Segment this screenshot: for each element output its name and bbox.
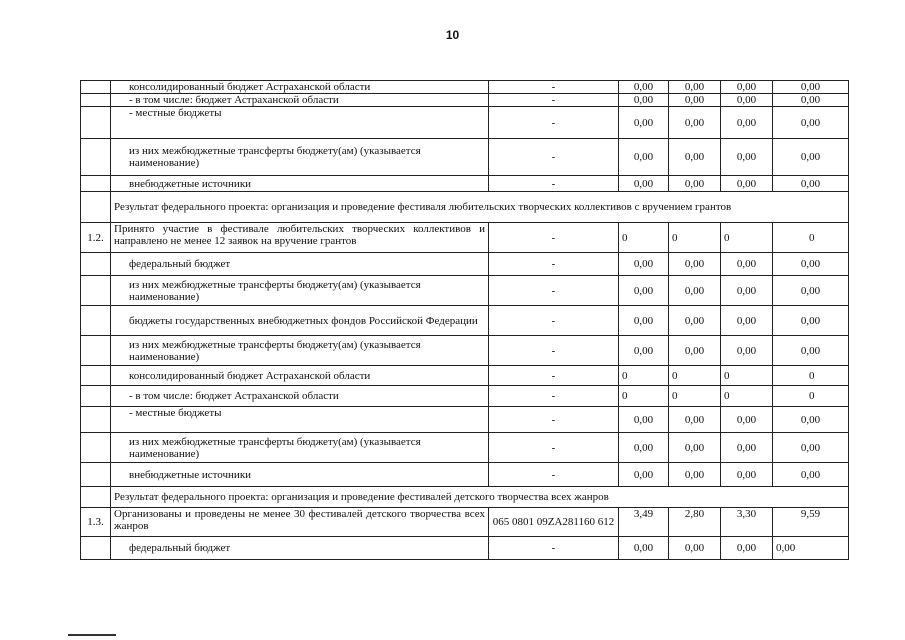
row-name: - в том числе: бюджет Астраханской области bbox=[111, 94, 489, 107]
value-year-2: 0,00 bbox=[669, 336, 721, 366]
row-code: - bbox=[489, 407, 619, 433]
table-row bbox=[81, 253, 849, 276]
value-year-3: 0,00 bbox=[721, 253, 773, 276]
value-total: 0,00 bbox=[773, 253, 849, 276]
row-code: - bbox=[489, 94, 619, 107]
row-code: - bbox=[489, 176, 619, 192]
table-row bbox=[81, 463, 849, 487]
row-code: - bbox=[489, 139, 619, 176]
value-total: 0,00 bbox=[773, 537, 849, 560]
value-year-3: 0,00 bbox=[721, 276, 773, 306]
value-total: 0,00 bbox=[773, 433, 849, 463]
row-code: 065 0801 09ZA281160 612 bbox=[489, 508, 619, 537]
value-year-3: 0,00 bbox=[721, 407, 773, 433]
value-year-3: 0,00 bbox=[721, 94, 773, 107]
value-year-2: 0 bbox=[669, 386, 721, 407]
row-name: федеральный бюджет bbox=[111, 253, 489, 276]
value-total: 0,00 bbox=[773, 176, 849, 192]
table-row bbox=[81, 107, 849, 139]
row-code: - bbox=[489, 253, 619, 276]
table-row bbox=[81, 139, 849, 176]
row-name: федеральный бюджет bbox=[111, 537, 489, 560]
row-name: консолидированный бюджет Астраханской области bbox=[111, 366, 489, 386]
value-year-1: 0,00 bbox=[619, 463, 669, 487]
row-name: внебюджетные источники bbox=[111, 463, 489, 487]
row-number bbox=[81, 537, 111, 560]
value-year-1: 0,00 bbox=[619, 336, 669, 366]
row-number bbox=[81, 487, 111, 508]
row-name: из них межбюджетные трансферты бюджету(ам) (указывается наименование) bbox=[111, 433, 489, 463]
table-row bbox=[81, 306, 849, 336]
value-year-3: 0,00 bbox=[721, 336, 773, 366]
value-year-1: 0,00 bbox=[619, 537, 669, 560]
project-result-text: Результат федерального проекта: организация и проведение фестивалей детского творчества всех жанров bbox=[111, 487, 849, 508]
table-row bbox=[81, 276, 849, 306]
value-year-1: 0,00 bbox=[619, 107, 669, 139]
table-row bbox=[81, 508, 849, 537]
row-number bbox=[81, 433, 111, 463]
value-total: 9,59 bbox=[773, 508, 849, 537]
value-year-3: 0 bbox=[721, 366, 773, 386]
row-number: 1.3. bbox=[81, 508, 111, 537]
value-year-3: 0 bbox=[721, 223, 773, 253]
table-row bbox=[81, 366, 849, 386]
row-code: - bbox=[489, 276, 619, 306]
row-number bbox=[81, 306, 111, 336]
value-year-1: 0,00 bbox=[619, 81, 669, 94]
table-row bbox=[81, 537, 849, 560]
row-number bbox=[81, 176, 111, 192]
value-total: 0,00 bbox=[773, 94, 849, 107]
value-year-2: 0,00 bbox=[669, 407, 721, 433]
value-year-2: 0,00 bbox=[669, 537, 721, 560]
value-year-3: 0,00 bbox=[721, 463, 773, 487]
row-code: - bbox=[489, 366, 619, 386]
value-total: 0,00 bbox=[773, 336, 849, 366]
project-result-row bbox=[81, 487, 849, 508]
row-name: внебюджетные источники bbox=[111, 176, 489, 192]
value-year-3: 0,00 bbox=[721, 537, 773, 560]
table-row bbox=[81, 433, 849, 463]
row-number bbox=[81, 94, 111, 107]
row-number bbox=[81, 366, 111, 386]
value-total: 0,00 bbox=[773, 306, 849, 336]
value-year-1: 0,00 bbox=[619, 306, 669, 336]
row-name: Принято участие в фестивале любительских творческих коллективов и направлено не менее 12 заявок на вручение грантов bbox=[111, 223, 489, 253]
row-number bbox=[81, 253, 111, 276]
value-year-3: 0,00 bbox=[721, 176, 773, 192]
value-year-3: 0 bbox=[721, 386, 773, 407]
row-name: Организованы и проведены не менее 30 фестивалей детского творчества всех жанров bbox=[111, 508, 489, 537]
value-year-1: 0,00 bbox=[619, 276, 669, 306]
row-number: 1.2. bbox=[81, 223, 111, 253]
value-year-1: 0 bbox=[619, 386, 669, 407]
row-name: - местные бюджеты bbox=[111, 407, 489, 433]
value-year-1: 0,00 bbox=[619, 433, 669, 463]
row-name: бюджеты государственных внебюджетных фондов Российской Федерации bbox=[111, 306, 489, 336]
value-total: 0,00 bbox=[773, 463, 849, 487]
value-year-3: 0,00 bbox=[721, 107, 773, 139]
row-number bbox=[81, 386, 111, 407]
table-row bbox=[81, 386, 849, 407]
row-name: из них межбюджетные трансферты бюджету(ам) (указывается наименование) bbox=[111, 336, 489, 366]
value-year-3: 0,00 bbox=[721, 433, 773, 463]
value-year-1: 0 bbox=[619, 223, 669, 253]
table-row bbox=[81, 81, 849, 94]
row-number bbox=[81, 192, 111, 223]
row-number bbox=[81, 276, 111, 306]
row-code: - bbox=[489, 463, 619, 487]
table-row bbox=[81, 407, 849, 433]
row-code: - bbox=[489, 336, 619, 366]
value-year-1: 0,00 bbox=[619, 253, 669, 276]
row-number bbox=[81, 336, 111, 366]
value-total: 0 bbox=[773, 366, 849, 386]
value-year-1: 0,00 bbox=[619, 94, 669, 107]
value-year-1: 0,00 bbox=[619, 139, 669, 176]
value-year-3: 0,00 bbox=[721, 81, 773, 94]
project-result-row bbox=[81, 192, 849, 223]
value-year-2: 0,00 bbox=[669, 306, 721, 336]
value-year-2: 0 bbox=[669, 223, 721, 253]
value-year-2: 0,00 bbox=[669, 107, 721, 139]
row-number bbox=[81, 81, 111, 94]
value-year-2: 0,00 bbox=[669, 463, 721, 487]
row-name: из них межбюджетные трансферты бюджету(ам) (указывается наименование) bbox=[111, 276, 489, 306]
row-name: - местные бюджеты bbox=[111, 107, 489, 139]
value-total: 0,00 bbox=[773, 107, 849, 139]
value-year-2: 0,00 bbox=[669, 94, 721, 107]
value-year-2: 0,00 bbox=[669, 176, 721, 192]
value-total: 0,00 bbox=[773, 407, 849, 433]
row-code: - bbox=[489, 433, 619, 463]
value-total: 0 bbox=[773, 386, 849, 407]
value-year-3: 3,30 bbox=[721, 508, 773, 537]
table-row bbox=[81, 94, 849, 107]
row-number bbox=[81, 107, 111, 139]
table-row bbox=[81, 176, 849, 192]
value-year-2: 0,00 bbox=[669, 139, 721, 176]
row-name: из них межбюджетные трансферты бюджету(ам) (указывается наименование) bbox=[111, 139, 489, 176]
value-year-2: 2,80 bbox=[669, 508, 721, 537]
value-year-1: 0,00 bbox=[619, 407, 669, 433]
value-year-1: 0 bbox=[619, 366, 669, 386]
page-number: 10 bbox=[445, 28, 460, 42]
row-name: консолидированный бюджет Астраханской области bbox=[111, 81, 489, 94]
row-code: - bbox=[489, 386, 619, 407]
footer-divider bbox=[68, 634, 116, 636]
project-result-text: Результат федерального проекта: организация и проведение фестиваля любительских творческих коллективов с вручением грантов bbox=[111, 192, 849, 223]
table-row bbox=[81, 223, 849, 253]
value-year-2: 0,00 bbox=[669, 81, 721, 94]
row-number bbox=[81, 139, 111, 176]
row-name: - в том числе: бюджет Астраханской области bbox=[111, 386, 489, 407]
row-number bbox=[81, 463, 111, 487]
value-year-2: 0,00 bbox=[669, 276, 721, 306]
row-code: - bbox=[489, 81, 619, 94]
row-code: - bbox=[489, 306, 619, 336]
value-year-3: 0,00 bbox=[721, 139, 773, 176]
value-year-2: 0 bbox=[669, 366, 721, 386]
budget-table bbox=[80, 80, 849, 560]
row-code: - bbox=[489, 537, 619, 560]
value-year-2: 0,00 bbox=[669, 253, 721, 276]
value-total: 0 bbox=[773, 223, 849, 253]
row-number bbox=[81, 407, 111, 433]
value-total: 0,00 bbox=[773, 276, 849, 306]
table-row bbox=[81, 336, 849, 366]
row-code: - bbox=[489, 107, 619, 139]
value-total: 0,00 bbox=[773, 139, 849, 176]
value-year-1: 0,00 bbox=[619, 176, 669, 192]
value-year-2: 0,00 bbox=[669, 433, 721, 463]
value-year-3: 0,00 bbox=[721, 306, 773, 336]
row-code: - bbox=[489, 223, 619, 253]
value-total: 0,00 bbox=[773, 81, 849, 94]
value-year-1: 3,49 bbox=[619, 508, 669, 537]
